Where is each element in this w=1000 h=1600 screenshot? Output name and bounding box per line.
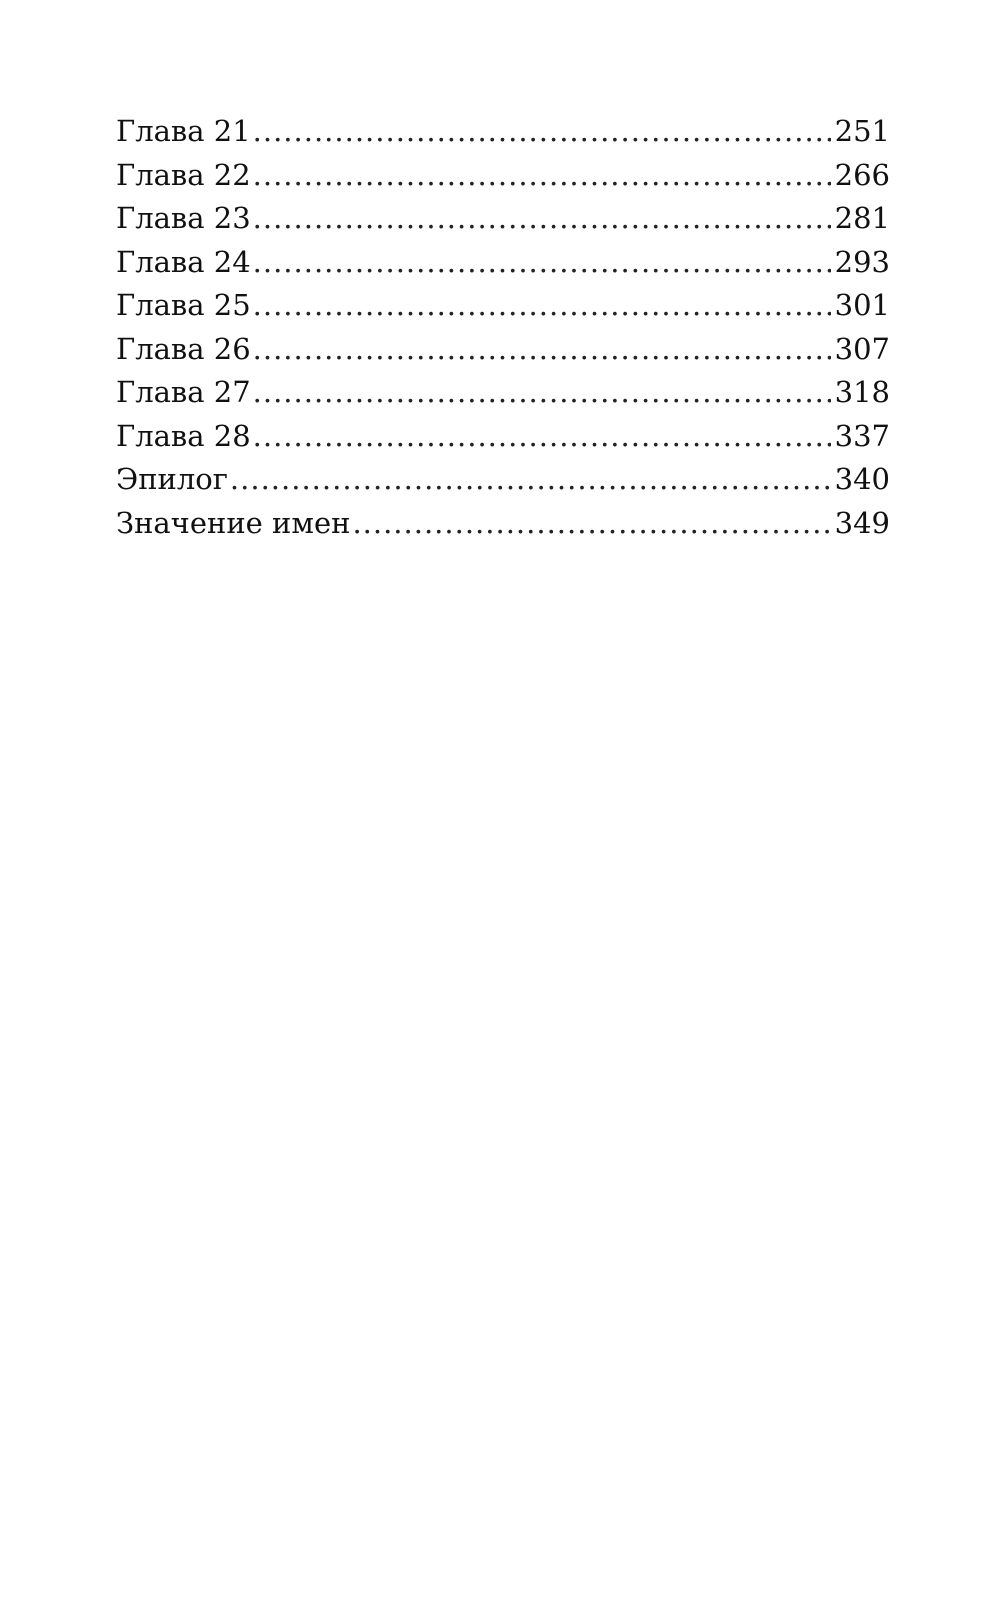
toc-entry-chapter-28	[116, 415, 890, 459]
dot-leader	[253, 110, 831, 154]
toc-entry-chapter-22	[116, 154, 890, 198]
toc-entry-chapter-27	[116, 371, 890, 415]
toc-entry-chapter-25	[116, 284, 890, 328]
toc-entry-title: Значение имен	[116, 505, 351, 540]
toc-entry-page-number: 337	[834, 418, 890, 453]
table-of-contents	[116, 110, 890, 545]
dot-leader	[230, 458, 831, 502]
toc-entry-page-number: 307	[834, 331, 890, 366]
dot-leader	[253, 284, 831, 328]
toc-entry-title: Глава 28	[116, 418, 251, 453]
toc-entry-page-number: 340	[834, 462, 890, 496]
toc-entry-epilogue	[116, 458, 890, 502]
toc-entry-title: Глава 25	[116, 288, 251, 322]
toc-entry-title: Глава 22	[116, 157, 251, 192]
toc-entry-chapter-24	[116, 241, 890, 285]
toc-entry-title: Глава 27	[116, 375, 251, 409]
toc-entry-page-number: 318	[834, 375, 890, 409]
dot-leader	[253, 371, 831, 415]
toc-entry-page-number: 251	[834, 114, 890, 148]
dot-leader	[253, 154, 831, 198]
toc-entry-title: Эпилог	[116, 462, 228, 496]
toc-entry-title: Глава 23	[116, 201, 251, 235]
dot-leader	[352, 502, 830, 546]
toc-entry-title: Глава 26	[116, 331, 251, 366]
toc-entry-page-number: 266	[834, 157, 890, 192]
dot-leader	[253, 328, 831, 372]
toc-entry-title: Глава 24	[116, 244, 251, 279]
toc-entry-page-number: 293	[834, 244, 890, 279]
toc-entry-page-number: 281	[834, 201, 890, 235]
dot-leader	[253, 415, 831, 459]
toc-entry-chapter-21	[116, 110, 890, 154]
dot-leader	[253, 197, 831, 241]
toc-entry-chapter-26	[116, 328, 890, 372]
dot-leader	[253, 241, 831, 285]
toc-entry-page-number: 349	[834, 505, 890, 540]
toc-entry-name-meanings	[116, 502, 890, 546]
toc-entry-title: Глава 21	[116, 114, 251, 148]
toc-entry-chapter-23	[116, 197, 890, 241]
toc-entry-page-number: 301	[834, 288, 890, 322]
